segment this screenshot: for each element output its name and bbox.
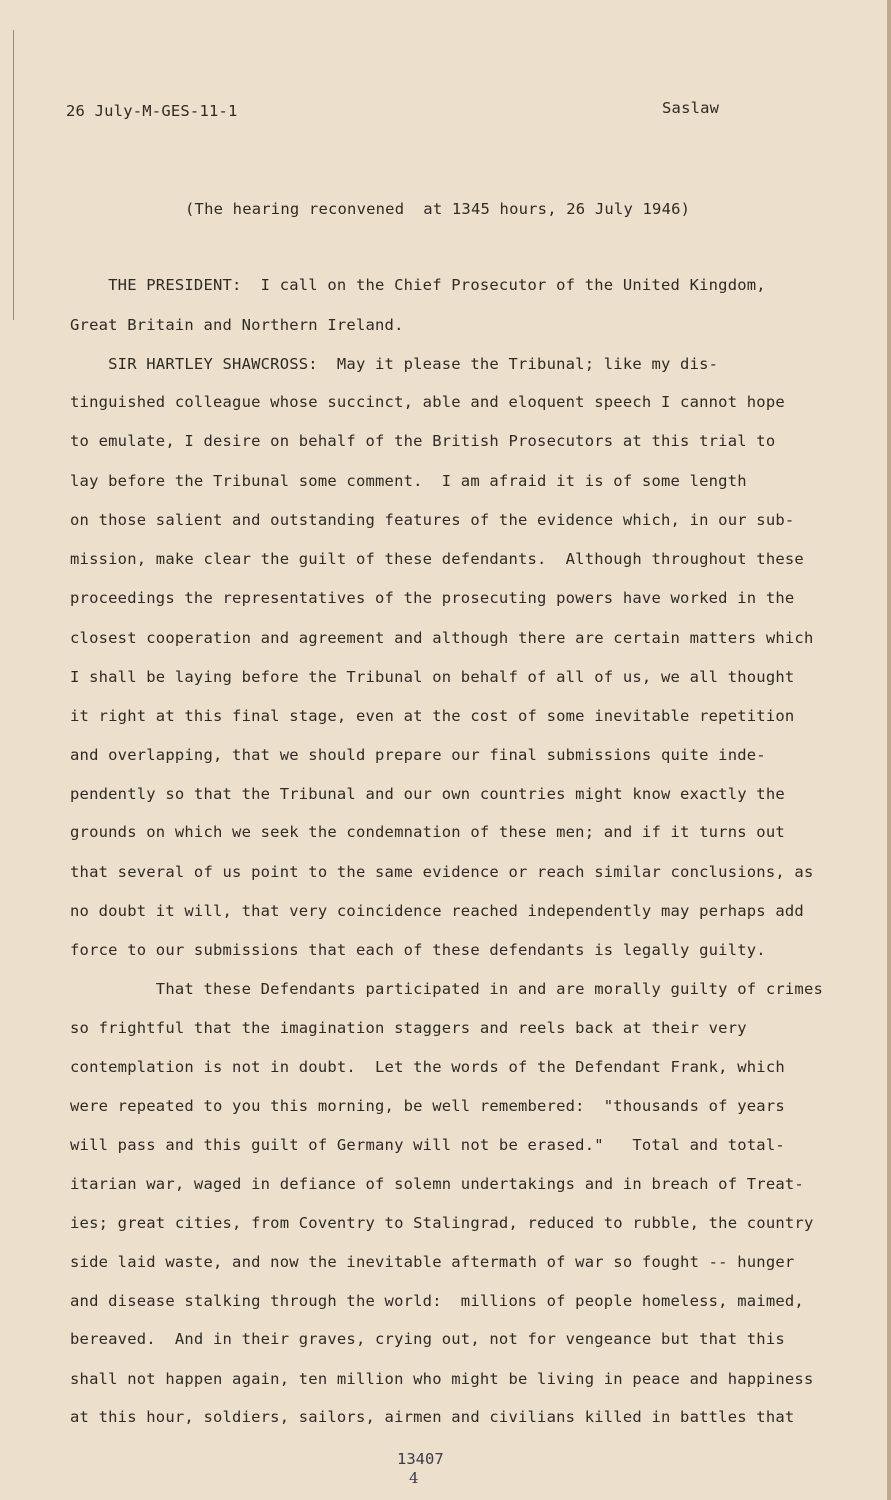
text-line: were repeated to you this morning, be well remembered: "thousands of years (70, 1097, 785, 1115)
session-title: (The hearing reconvened at 1345 hours, 26 July 1946) (185, 200, 691, 218)
margin-rule (13, 30, 14, 320)
text-line: on those salient and outstanding features of the evidence which, in our sub- (70, 511, 795, 529)
text-line: I shall be laying before the Tribunal on behalf of all of us, we all thought (70, 668, 795, 686)
text-line: grounds on which we seek the condemnation of these men; and if it turns out (70, 823, 785, 841)
text-line: ies; great cities, from Coventry to Stalingrad, reduced to rubble, the country (70, 1214, 814, 1232)
text-line: shall not happen again, ten million who might be living in peace and happiness (70, 1370, 814, 1388)
reporter-name: Saslaw (662, 99, 720, 117)
text-line: side laid waste, and now the inevitable aftermath of war so fought -- hunger (70, 1253, 795, 1271)
text-line: force to our submissions that each of these defendants is legally guilty. (70, 941, 766, 959)
text-line: That these Defendants participated in and are morally guilty of crimes (70, 980, 824, 998)
text-line: itarian war, waged in defiance of solemn undertakings and in breach of Treat- (70, 1175, 804, 1193)
text-line: bereaved. And in their graves, crying out, not for vengeance but that this (70, 1330, 785, 1348)
text-line: contemplation is not in doubt. Let the words of the Defendant Frank, which (70, 1058, 785, 1076)
text-line: tinguished colleague whose succinct, able and eloquent speech I cannot hope (70, 393, 785, 411)
text-line: mission, make clear the guilt of these defendants. Although throughout these (70, 550, 804, 568)
text-line: and disease stalking through the world: millions of people homeless, maimed, (70, 1292, 804, 1310)
text-line: no doubt it will, that very coincidence reached independently may perhaps add (70, 902, 804, 920)
text-line: it right at this final stage, even at the cost of some inevitable repetition (70, 707, 795, 725)
text-line: pendently so that the Tribunal and our own countries might know exactly the (70, 785, 785, 803)
text-line: so frightful that the imagination staggers and reels back at their very (70, 1019, 747, 1037)
page-sub-number: 4 (409, 1469, 419, 1487)
text-line: that several of us point to the same evidence or reach similar conclusions, as (70, 863, 814, 881)
document-reference: 26 July-M-GES-11-1 (66, 102, 238, 120)
text-line: and overlapping, that we should prepare our final submissions quite inde- (70, 746, 766, 764)
text-line: Great Britain and Northern Ireland. (70, 316, 404, 334)
page-number: 13407 (397, 1450, 444, 1468)
page-edge (887, 0, 891, 1500)
text-line: proceedings the representatives of the prosecuting powers have worked in the (70, 589, 795, 607)
text-line: closest cooperation and agreement and although there are certain matters which (70, 629, 814, 647)
text-line: will pass and this guilt of Germany will not be erased." Total and total- (70, 1136, 785, 1154)
text-line: to emulate, I desire on behalf of the British Prosecutors at this trial to (70, 432, 776, 450)
text-line: at this hour, soldiers, sailors, airmen and civilians killed in battles that (70, 1408, 795, 1426)
text-line: THE PRESIDENT: I call on the Chief Prosecutor of the United Kingdom, (70, 276, 766, 294)
text-line: lay before the Tribunal some comment. I am afraid it is of some length (70, 472, 747, 490)
text-line: SIR HARTLEY SHAWCROSS: May it please the Tribunal; like my dis- (70, 355, 719, 373)
